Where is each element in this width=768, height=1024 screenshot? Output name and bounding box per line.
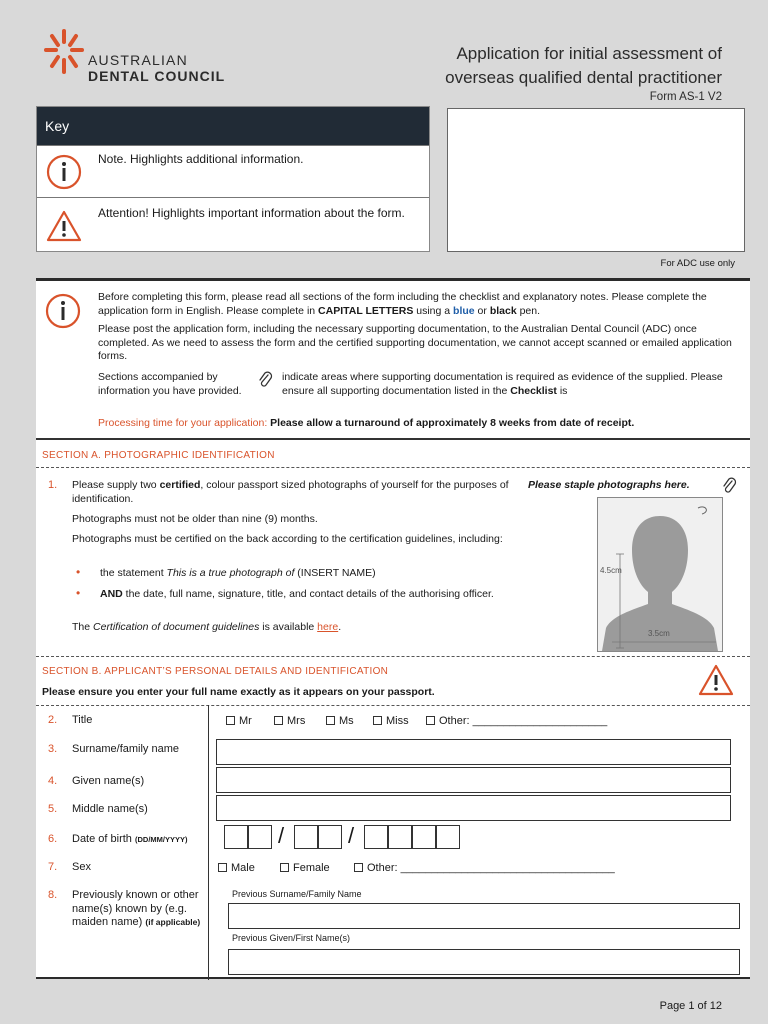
item-number: 7. — [48, 861, 58, 873]
info-icon — [46, 154, 82, 190]
item-number: 2. — [48, 714, 58, 726]
previous-surname-label: Previous Surname/Family Name — [232, 889, 362, 899]
staple-instruction: Please staple photographs here. — [528, 479, 690, 491]
title-option-miss[interactable]: Miss — [373, 715, 409, 727]
photo-instruction-1: Please supply two certified, colour passport sized photographs of yourself for the purposes of identification. — [72, 479, 509, 505]
given-name-label: Given name(s) — [72, 775, 145, 787]
sex-option-male[interactable]: Male — [218, 862, 255, 874]
photo-instruction-3: Photographs must be certified on the back according to the certification guidelines, including: — [72, 533, 503, 545]
item-number: 5. — [48, 803, 58, 815]
previous-names-label: Previously known or other name(s) known by (e.g. maiden name) (if applicable) — [72, 889, 201, 928]
info-icon — [45, 293, 81, 329]
logo-starburst-icon — [44, 28, 84, 74]
item-number: 1. — [48, 479, 58, 491]
processing-time: Processing time for your application: Please allow a turnaround of approximately 8 weeks from date of receipt. — [98, 417, 635, 429]
section-b-rule-top — [36, 656, 750, 657]
item-number: 6. — [48, 833, 58, 845]
item-number: 8. — [48, 889, 58, 901]
given-name-input[interactable] — [216, 767, 731, 793]
section-a-rule — [36, 467, 750, 468]
warning-icon — [698, 664, 734, 696]
sex-label: Sex — [72, 861, 91, 873]
bullet-dot: • — [76, 586, 81, 600]
certification-guidelines: The Certification of document guidelines is available here. — [72, 621, 342, 633]
key-box — [36, 106, 430, 252]
surname-label: Surname/family name — [72, 743, 179, 755]
section-b-instruction: Please ensure you enter your full name exactly as it appears on your passport. — [42, 686, 435, 698]
bullet-statement: the statement This is a true photograph of (INSERT NAME) — [100, 567, 376, 579]
dob-label: Date of birth (DD/MM/YYYY) — [72, 833, 188, 845]
middle-name-label: Middle name(s) — [72, 803, 148, 815]
key-attention-row — [37, 197, 429, 252]
form-code: Form AS-1 V2 — [649, 91, 722, 103]
middle-name-input[interactable] — [216, 795, 731, 821]
warning-icon — [46, 210, 82, 242]
form-title-line1: Application for initial assessment of — [456, 44, 722, 63]
previous-surname-input[interactable] — [228, 903, 740, 929]
org-name-line1: AUSTRALIAN — [88, 52, 188, 68]
key-note-row — [37, 145, 429, 198]
item-number: 4. — [48, 775, 58, 787]
title-label: Title — [72, 714, 93, 726]
bullet-dot: • — [76, 565, 81, 579]
org-name-line2: DENTAL COUNCIL — [88, 68, 226, 84]
surname-input[interactable] — [216, 739, 731, 765]
height-label: 4.5cm — [600, 566, 622, 575]
item-number: 3. — [48, 743, 58, 755]
key-note-text: Note. Highlights additional information. — [98, 152, 304, 166]
width-label: 3.5cm — [648, 629, 670, 638]
section-a-title: SECTION A. PHOTOGRAPHIC IDENTIFICATION — [42, 450, 275, 461]
previous-given-label: Previous Given/First Name(s) — [232, 933, 351, 943]
title-option-mrs[interactable]: Mrs — [274, 715, 305, 727]
column-divider — [208, 705, 209, 980]
main-panel — [36, 278, 750, 979]
adc-use-box — [447, 108, 745, 252]
section-a-divider — [36, 438, 750, 440]
adc-use-label: For ADC use only — [660, 258, 735, 269]
title-option-other[interactable]: Other: ______________________ — [426, 715, 607, 727]
sex-option-female[interactable]: Female — [280, 862, 330, 874]
page-number: Page 1 of 12 — [659, 1000, 722, 1012]
key-heading: Key — [37, 107, 429, 145]
dob-input[interactable]: / / — [224, 825, 472, 851]
bullet-officer-details: AND the date, full name, signature, title, and contact details of the authorising officer. — [100, 588, 494, 600]
title-option-ms[interactable]: Ms — [326, 715, 354, 727]
section-b-title: SECTION B. APPLICANT’S PERSONAL DETAILS AND IDENTIFICATION — [42, 666, 389, 677]
section-b-rule — [36, 705, 750, 706]
certification-link[interactable]: here — [317, 621, 339, 633]
intro-paragraph-3-right: indicate areas where supporting documentation is required as evidence of the supplied. Please ensure all supporting documentation listed in the Checklist is — [282, 371, 723, 397]
title-option-mr[interactable]: Mr — [226, 715, 252, 727]
intro-paragraph-2: Please post the application form, including the necessary supporting documentation, to the Australian Dental Council (ADC) once completed. As we need to assess the form and the certified supporting documentation, we cannot accept scanned or emailed application forms. — [98, 323, 732, 362]
sex-option-other[interactable]: Other: ___________________________________ — [354, 862, 615, 874]
previous-given-input[interactable] — [228, 949, 740, 975]
intro-paragraph-3-left: Sections accompanied by information you have provided. — [98, 371, 242, 397]
intro-paragraph-1: Before completing this form, please read all sections of the form including the checklist and explanatory notes. Please complete the application form in English. Please complete in CAPITAL LETTERS using a blue or black pen. — [98, 291, 707, 317]
paperclip-icon — [722, 477, 738, 495]
form-title-line2: overseas qualified dental practitioner — [445, 68, 722, 87]
adc-logo — [44, 28, 244, 86]
key-attention-text: Attention! Highlights important information about the form. — [98, 206, 405, 220]
photo-placeholder — [597, 497, 723, 652]
photo-instruction-2: Photographs must not be older than nine (9) months. — [72, 513, 318, 525]
paperclip-icon — [258, 371, 274, 389]
